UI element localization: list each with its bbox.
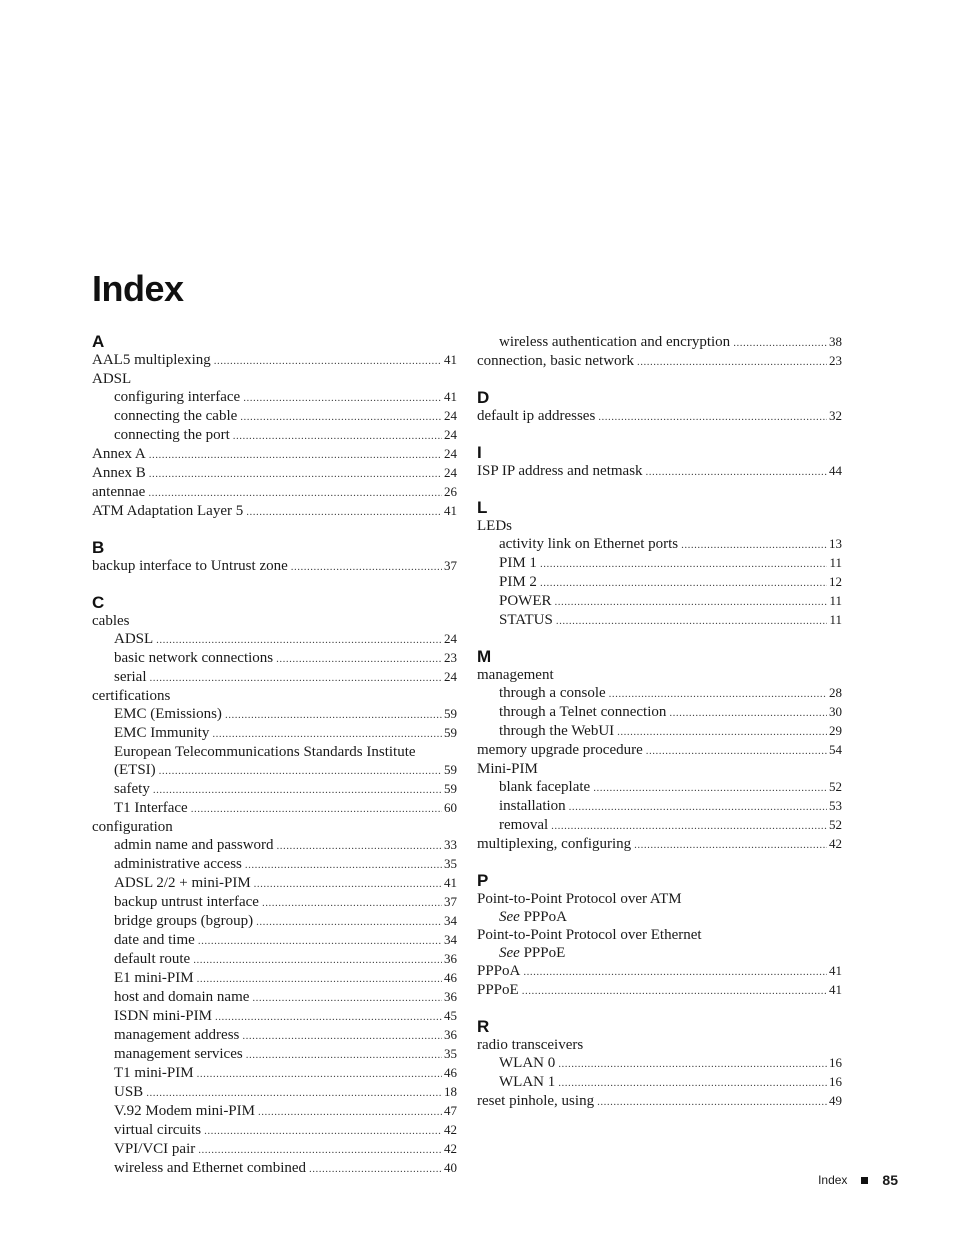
section-letter: P: [477, 871, 489, 890]
index-entry: multiplexing, configuring ..... 42: [477, 835, 842, 854]
square-bullet-icon: [861, 1177, 868, 1184]
index-subentry: USB ..... 18: [92, 1083, 457, 1102]
index-subentry: installation ..... 53: [477, 797, 842, 816]
section-letter: L: [477, 498, 488, 517]
section-letter: M: [477, 647, 492, 666]
index-section-d: [477, 389, 842, 426]
index-subentry: PIM 1 ..... 11: [477, 554, 842, 573]
index-entry: connection, basic network ..... 23: [477, 352, 842, 371]
index-subentry: V.92 Modem mini-PIM ..... 47: [92, 1102, 457, 1121]
index-subentry: PIM 2 ..... 12: [477, 573, 842, 592]
section-letter: D: [477, 388, 490, 407]
page-number: 85: [882, 1172, 898, 1188]
see-reference: See PPPoA: [499, 909, 567, 925]
index-subentry: wireless and Ethernet combined ..... 40: [92, 1159, 457, 1178]
index-section-r: [477, 1018, 842, 1111]
page-title: Index: [92, 268, 184, 309]
index-entry: cables: [92, 613, 130, 629]
index-section-m: [477, 648, 842, 854]
index-subentry: basic network connections ..... 23: [92, 649, 457, 668]
index-section-a: [92, 333, 457, 521]
index-subentry: EMC (Emissions) ..... 59: [92, 705, 457, 724]
index-subentry: blank faceplate ..... 52: [477, 778, 842, 797]
index-subentry: bridge groups (bgroup) ..... 34: [92, 912, 457, 931]
index-section-l: [477, 499, 842, 630]
index-subentry: backup untrust interface ..... 37: [92, 893, 457, 912]
index-subentry: through the WebUI ..... 29: [477, 722, 842, 741]
index-subentry: safety ..... 59: [92, 780, 457, 799]
page-footer: [818, 1172, 898, 1188]
index-entry: Annex A ..... 24: [92, 445, 457, 464]
index-entry: ADSL: [92, 371, 132, 387]
index-entry: certifications: [92, 688, 171, 704]
section-letter: A: [92, 332, 105, 351]
index-subentry: POWER ..... 11: [477, 592, 842, 611]
footer-label: Index: [818, 1173, 848, 1187]
index-subentry: connecting the cable ..... 24: [92, 407, 457, 426]
index-entry: Mini-PIM: [477, 761, 538, 777]
index-section-c: [92, 594, 457, 1178]
section-letter: R: [477, 1017, 490, 1036]
index-subentry: administrative access ..... 35: [92, 855, 457, 874]
index-subentry: ISDN mini-PIM ..... 45: [92, 1007, 457, 1026]
index-subentry: default route ..... 36: [92, 950, 457, 969]
section-letter: I: [477, 443, 482, 462]
section-letter: B: [92, 538, 105, 557]
index-entry: Annex B ..... 24: [92, 464, 457, 483]
index-entry: reset pinhole, using ..... 49: [477, 1092, 842, 1111]
index-entry: configuration: [92, 819, 173, 835]
index-subentry: ADSL 2/2 + mini-PIM ..... 41: [92, 874, 457, 893]
index-subentry: STATUS ..... 11: [477, 611, 842, 630]
index-subentry: T1 Interface ..... 60: [92, 799, 457, 818]
index-subentry: removal ..... 52: [477, 816, 842, 835]
index-entry: ISP IP address and netmask ..... 44: [477, 462, 842, 481]
index-column-right: [477, 333, 842, 1129]
index-entry: backup interface to Untrust zone ..... 37: [92, 557, 457, 576]
index-entry: Point-to-Point Protocol over ATM: [477, 891, 682, 907]
index-column-left: [92, 333, 457, 1196]
index-subentry: EMC Immunity ..... 59: [92, 724, 457, 743]
index-entry: antennae ..... 26: [92, 483, 457, 502]
index-subentry: VPI/VCI pair ..... 42: [92, 1140, 457, 1159]
index-entry: radio transceivers: [477, 1037, 584, 1053]
index-subentry: through a Telnet connection ..... 30: [477, 703, 842, 722]
index-subentry: WLAN 1 ..... 16: [477, 1073, 842, 1092]
see-reference: See PPPoE: [499, 945, 566, 961]
index-section-c-continued: [477, 333, 842, 371]
index-entry: LEDs: [477, 518, 512, 534]
index-subentry: configuring interface ..... 41: [92, 388, 457, 407]
index-subentry: wireless authentication and encryption ..... 38: [477, 333, 842, 352]
index-entry: Point-to-Point Protocol over Ethernet: [477, 927, 702, 943]
index-subentry: European Telecommunications Standards Institute: [114, 744, 416, 760]
index-section-b: [92, 539, 457, 576]
index-subentry: admin name and password ..... 33: [92, 836, 457, 855]
index-entry: PPPoA ..... 41: [477, 962, 842, 981]
index-subentry: ADSL ..... 24: [92, 630, 457, 649]
section-letter: C: [92, 593, 105, 612]
index-subentry: management services ..... 35: [92, 1045, 457, 1064]
index-subentry: date and time ..... 34: [92, 931, 457, 950]
index-section-p: [477, 872, 842, 1000]
index-subentry: WLAN 0 ..... 16: [477, 1054, 842, 1073]
index-entry: default ip addresses ..... 32: [477, 407, 842, 426]
index-subentry: serial ..... 24: [92, 668, 457, 687]
index-entry: AAL5 multiplexing ..... 41: [92, 351, 457, 370]
index-subentry: virtual circuits ..... 42: [92, 1121, 457, 1140]
index-subentry: activity link on Ethernet ports ..... 13: [477, 535, 842, 554]
index-section-i: [477, 444, 842, 481]
index-subentry: T1 mini-PIM ..... 46: [92, 1064, 457, 1083]
index-entry: ATM Adaptation Layer 5 ..... 41: [92, 502, 457, 521]
index-entry: PPPoE ..... 41: [477, 981, 842, 1000]
index-subentry-continued: (ETSI) ..... 59: [92, 761, 457, 780]
index-subentry: E1 mini-PIM ..... 46: [92, 969, 457, 988]
index-subentry: through a console ..... 28: [477, 684, 842, 703]
index-entry: management: [477, 667, 554, 683]
index-subentry: management address ..... 36: [92, 1026, 457, 1045]
index-entry: memory upgrade procedure ..... 54: [477, 741, 842, 760]
index-subentry: host and domain name ..... 36: [92, 988, 457, 1007]
index-subentry: connecting the port ..... 24: [92, 426, 457, 445]
